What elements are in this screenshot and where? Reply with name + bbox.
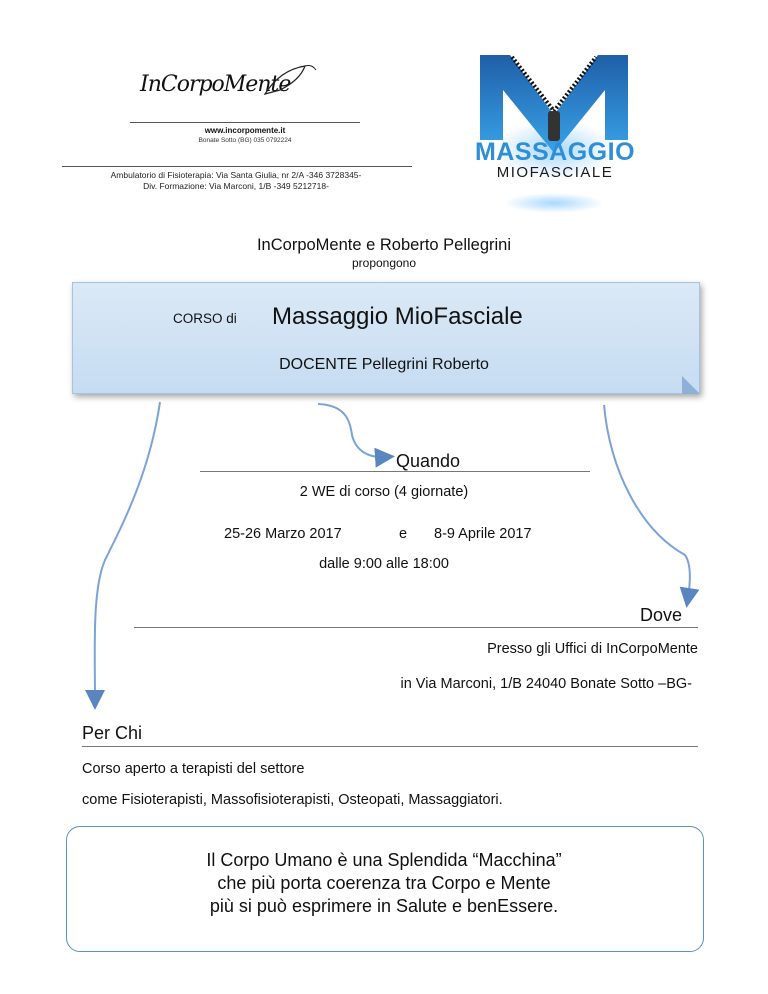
arrow-to-per-chi (95, 402, 160, 700)
propongono-text: propongono (351, 256, 417, 270)
audience-line-2: come Fisioterapisti, Massofisioterapisti, Osteopati, Massaggiatori. (82, 792, 503, 808)
location-line-2: in Via Marconi, 1/B 24040 Bonate Sotto –BG- (400, 676, 692, 692)
date-joiner: e (399, 526, 408, 542)
dove-heading: Dove (640, 605, 683, 625)
logo-wordmark: InCorpoMente (140, 72, 291, 97)
quote-line-2: che più porta coerenza tra Corpo e Mente (217, 873, 551, 893)
teacher-line: DOCENTE Pellegrini Roberto (279, 356, 489, 373)
course-title: Massaggio MioFasciale (272, 303, 523, 330)
quote-line-1: Il Corpo Umano è una Splendida “Macchina” (206, 850, 562, 870)
course-duration: 2 WE di corso (4 giornate) (299, 484, 469, 500)
dove-rule (134, 627, 698, 628)
website-url[interactable]: www.incorpomente.it (204, 126, 286, 135)
city-phone: Bonate Sotto (BG) 035 0792224 (198, 137, 292, 144)
address-line-1: Ambulatorio di Fisioterapia: Via Santa Giulia, nr 2/A -346 3728345- (110, 170, 362, 180)
location-line-1: Presso gli Uffici di InCorpoMente (487, 641, 698, 657)
logo-title: MASSAGGIO (474, 138, 636, 166)
audience-line-1: Corso aperto a terapisti del settore (82, 761, 305, 777)
quando-rule (200, 471, 590, 472)
date-2: 8-9 Aprile 2017 (434, 526, 532, 542)
address-line-2: Div. Formazione: Via Marconi, 1/B -349 5212718- (143, 181, 329, 191)
quote-text (66, 849, 702, 918)
per-chi-rule (82, 746, 698, 747)
quando-heading: Quando (396, 451, 461, 471)
date-1: 25-26 Marzo 2017 (224, 526, 342, 542)
per-chi-heading: Per Chi (82, 723, 143, 743)
quote-line-3: più si può esprimere in Salute e benEssere. (209, 896, 559, 916)
arrow-to-quando (318, 404, 385, 457)
course-prefix: CORSO di (173, 311, 237, 326)
course-hours: dalle 9:00 alle 18:00 (319, 556, 449, 572)
logo-subtitle: MIOFASCIALE (496, 164, 614, 181)
organizers-line: InCorpoMente e Roberto Pellegrini (256, 236, 512, 254)
